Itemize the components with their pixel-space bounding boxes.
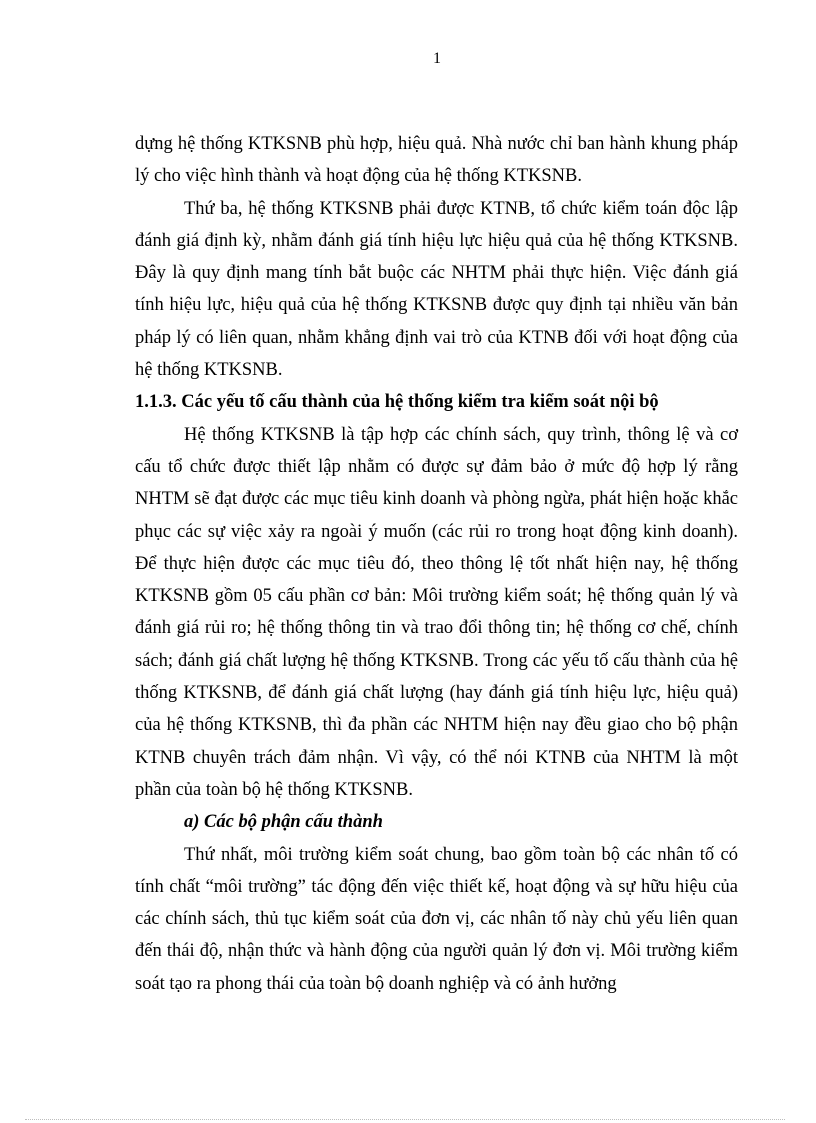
paragraph-2: Thứ ba, hệ thống KTKSNB phải được KTNB, tổ chức kiểm toán độc lập đánh giá định kỳ, nhằm đánh giá tính hiệu lực hiệu quả của hệ thống KTKSNB. Đây là quy định mang tính bắt buộc các NHTM phải thực hiện. Việc đánh giá tính hiệu lực, hiệu quả của hệ thống KTKSNB được quy định tại nhiều văn bản pháp lý có liên quan, nhằm khẳng định vai trò của KTNB đối với hoạt động của hệ thống KTKSNB. <box>135 198 738 381</box>
page-bottom-border <box>25 1119 785 1120</box>
paragraph-3: Hệ thống KTKSNB là tập hợp các chính sách, quy trình, thông lệ và cơ cấu tổ chức được thiết lập nhằm có được sự đảm bảo ở mức độ hợp lý rằng NHTM sẽ đạt được các mục tiêu kinh doanh và phòng ngừa, phát hiện hoặc khắc phục các sự việc xảy ra ngoài ý muốn (các rủi ro trong hoạt động kinh doanh). Để thực hiện được các mục tiêu đó, theo thông lệ tốt nhất hiện nay, hệ thống KTKSNB gồm 05 cấu phần cơ bản: Môi trường kiểm soát; hệ thống quản lý và đánh giá rủi ro; hệ thống thông tin và trao đổi thông tin; hệ thống cơ chế, chính sách; đánh giá chất lượng hệ thống KTKSNB. Trong các yếu tố cấu thành của hệ thống KTKSNB, để đánh giá chất lượng (hay đánh giá tính hiệu lực, hiệu quả) của hệ thống KTKSNB, thì đa phần các NHTM hiện nay đều giao cho bộ phận KTNB chuyên trách đảm nhận. Vì vậy, có thể nói KTNB của NHTM là một phần của toàn bộ hệ thống KTKSNB. <box>135 424 738 800</box>
section-heading: 1.1.3. Các yếu tố cấu thành của hệ thống kiểm tra kiểm soát nội bộ <box>135 392 659 413</box>
page-number: 1 <box>433 50 441 67</box>
subsection-heading: a) Các bộ phận cấu thành <box>184 812 383 833</box>
paragraph-1: dựng hệ thống KTKSNB phù hợp, hiệu quả. Nhà nước chỉ ban hành khung pháp lý cho việc hình thành và hoạt động của hệ thống KTKSNB. <box>135 134 738 187</box>
paragraph-4: Thứ nhất, môi trường kiểm soát chung, bao gồm toàn bộ các nhân tố có tính chất “môi trường” tác động đến việc thiết kế, hoạt động và sự hữu hiệu của các chính sách, thủ tục kiểm soát của đơn vị, các nhân tố này chủ yếu liên quan đến thái độ, nhận thức và hành động của người quản lý đơn vị. Môi trường kiểm soát tạo ra phong thái của toàn bộ doanh nghiệp và có ảnh hưởng <box>135 844 738 994</box>
document-body <box>135 128 738 1000</box>
